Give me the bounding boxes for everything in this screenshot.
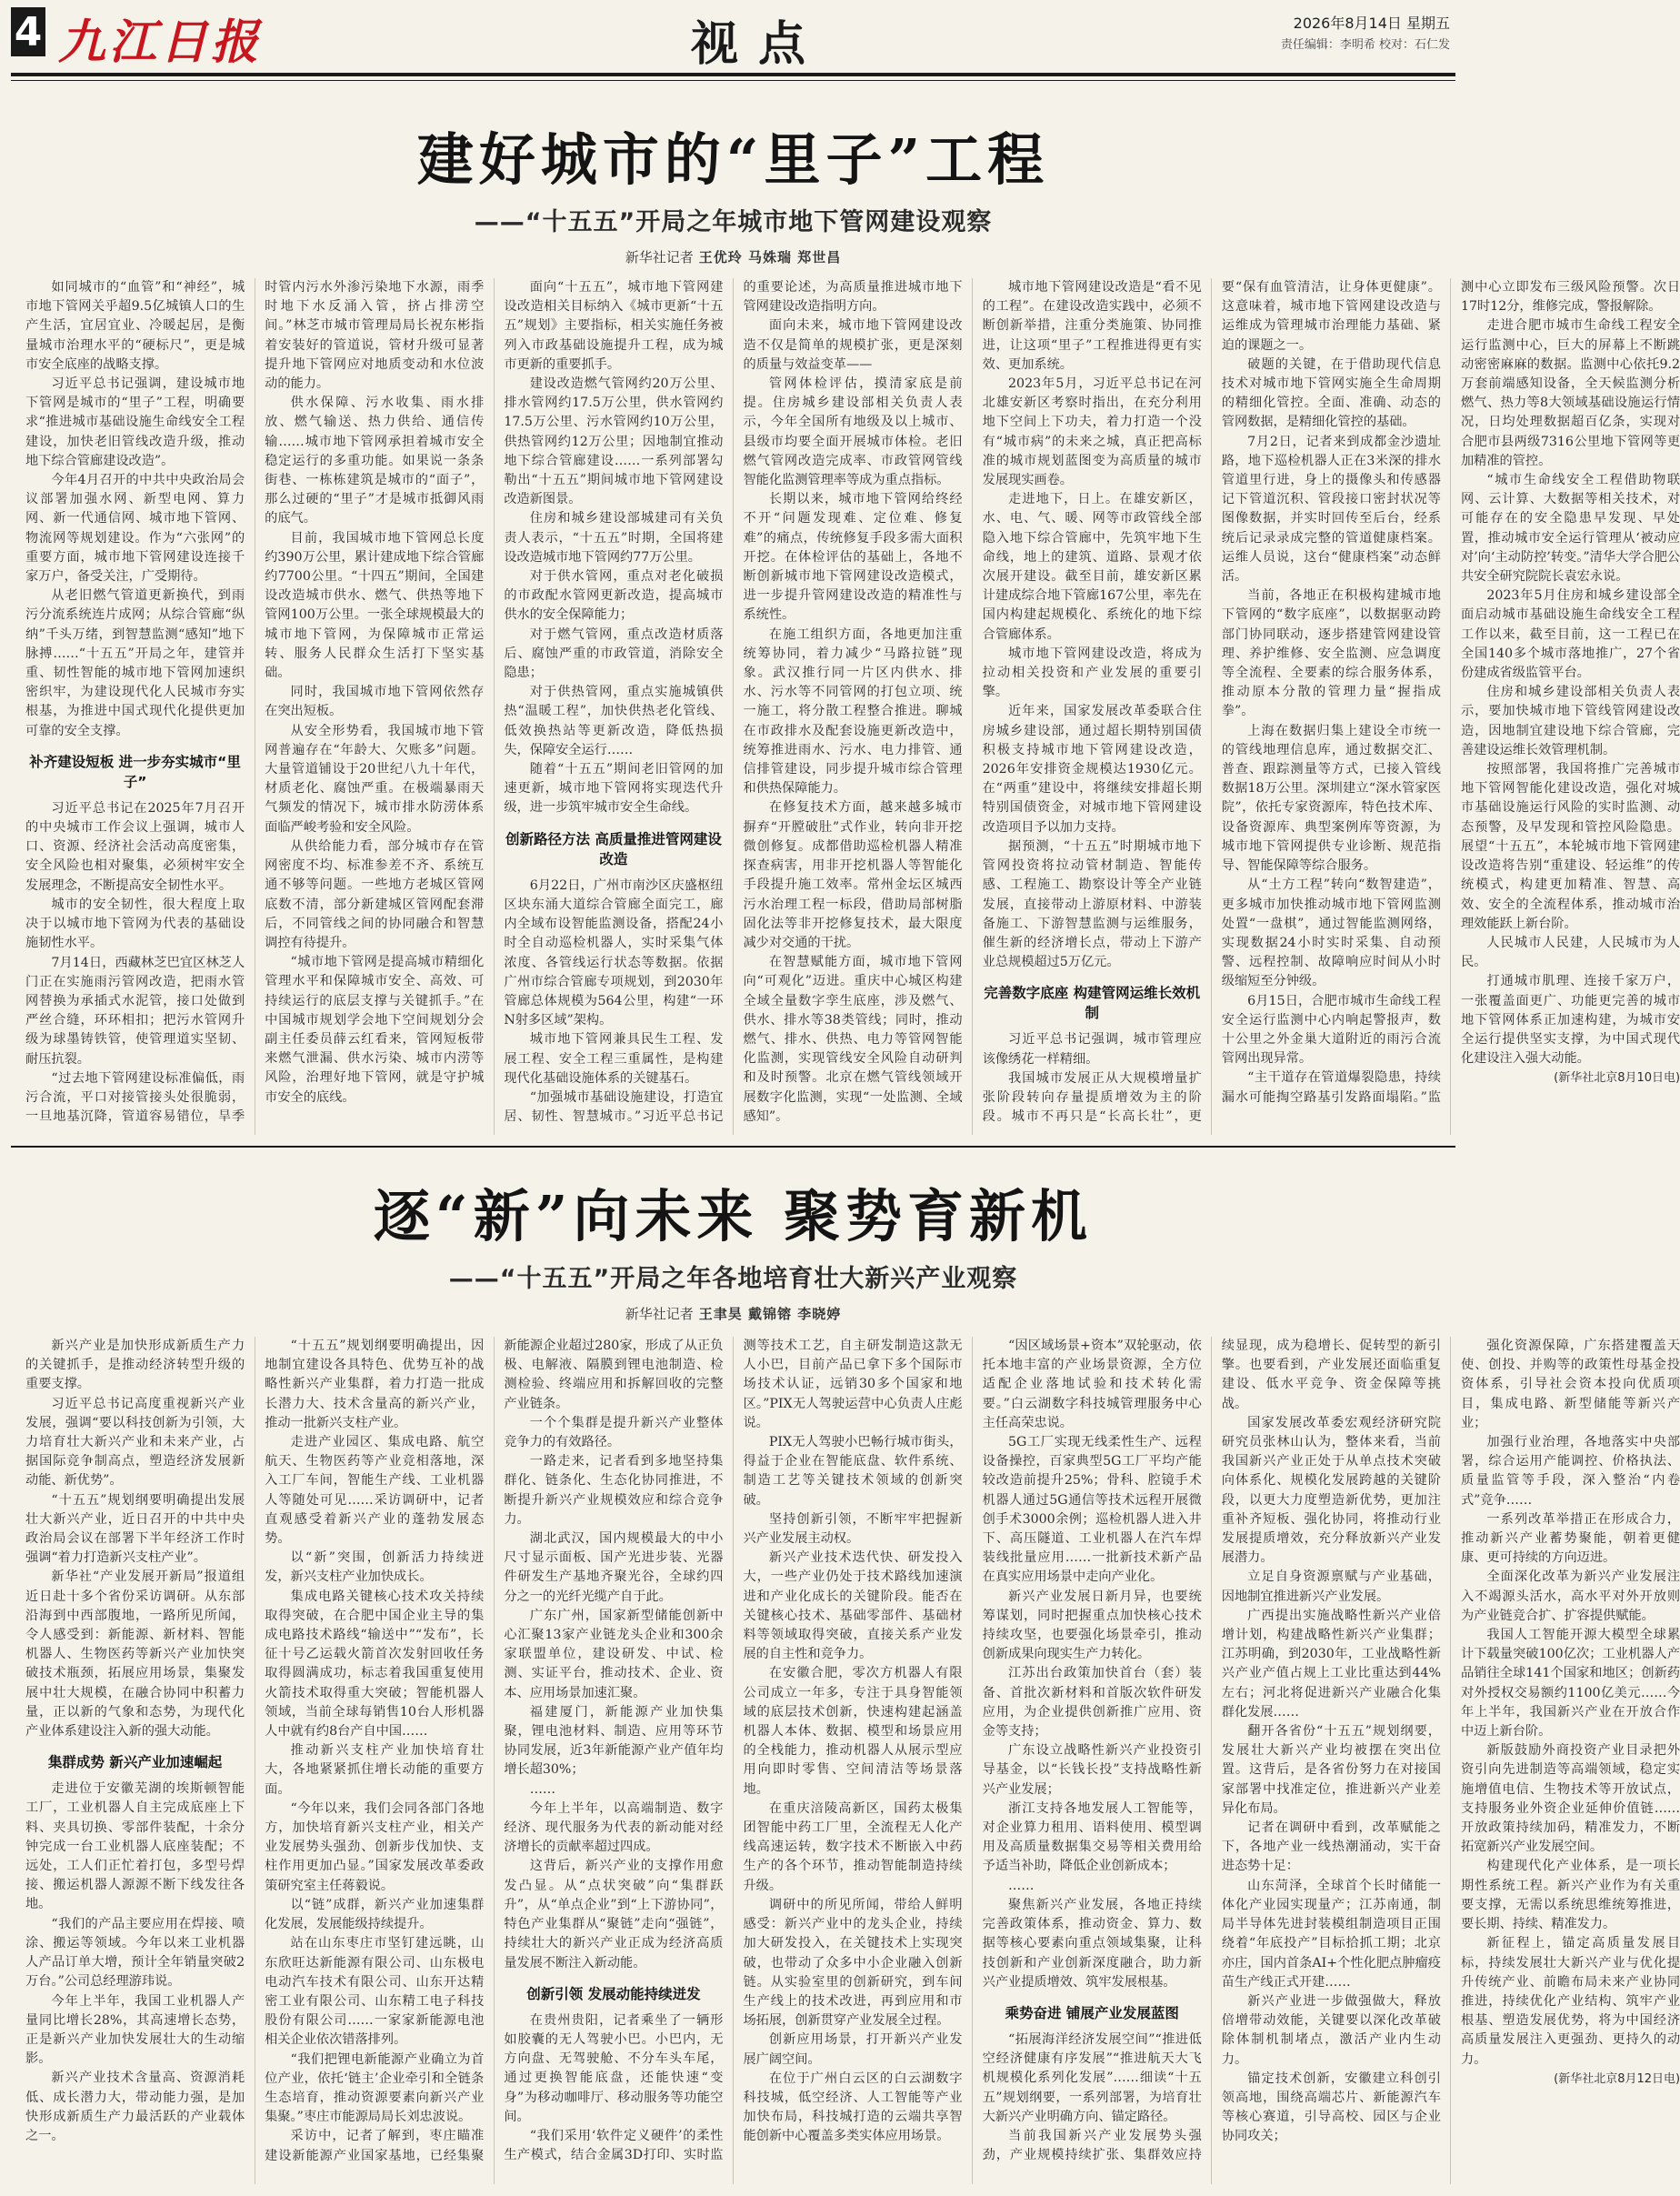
paragraph: 城市地下管网兼具民生工程、发展工程、安全工程三重属性，是构建现代化基础设施体系的关键基石。	[504, 1032, 724, 1086]
paragraph: 江苏出台政策加快首台（套）装备、首批次新材料和首版次软件研发应用，为企业提供创新推广应用、资金等支持；	[982, 1666, 1202, 1740]
paragraph: “加强城市基础设施建设，打造宜居、韧性、智慧城市。”习近平总书记的重要论述，为高质量推进城市地下管网建设改造指明方向。	[504, 280, 963, 1125]
paragraph: 在修复技术方面，越来越多城市摒弃“开膛破肚”式作业，转向非开挖微创修复。成都借助巡检机器人精准探查病害，用非开挖机器人等智能化手段提升施工效率。常州金坛区城西污水治理工程一标段，借助局部树脂固化法等非开挖修复技术，最大限度减少对交通的干扰。	[743, 800, 963, 950]
paragraph: 构建现代化产业体系，是一项长期性系统工程。新兴产业作为有关重要支撑，无需以系统思维统筹推进，要长期、持续、精准发力。	[1460, 1859, 1680, 1932]
paragraph: 习近平总书记强调，城市管理应该像绣花一样精细。	[982, 1032, 1202, 1067]
article1-body	[25, 278, 1680, 1135]
paragraph: “城市生命线安全工程借助物联网、云计算、大数据等相关技术，对可能存在的安全隐患早发现、早处置，推动城市安全运行管理从‘被动应对’向‘主动防控’转变。”清华大学合肥公共安全研究院院长袁宏永说。	[1460, 473, 1680, 585]
paragraph: 从安全形势看，我国城市地下管网普遍存在“年龄大、欠账多”问题。大量管道铺设于20世纪八九十年代，材质老化、腐蚀严重。在极端暴雨天气频发的情况下，城市排水防涝体系面临严峻考验和安全风险。	[265, 723, 485, 835]
paragraph: 新版鼓励外商投资产业目录把外资引向先进制造等高端领域，稳定实施增值电信、生物技术等开放试点，支持服务业外资企业延伸价值链……开放政策持续加码，精准发力，不断拓宽新兴产业发展空间。	[1460, 1743, 1680, 1855]
paragraph: 当前我国新兴产业发展势头强劲，产业规模持续扩张、集群效应持续显现，成为稳增长、促转型的新引擎。也要看到，产业发展还面临重复建设、低水平竞争、资金保障等挑战。	[982, 1339, 1441, 2163]
paragraph: 我国城市发展正从大规模增量扩张阶段转向存量提质增效为主的阶段。城市不再只是“长高长壮”，更要“保有血管清洁，让身体更健康”。这意味着，城市地下管网建设改造与运维成为管理城市治理能力基础、紧迫的课题之一。	[982, 280, 1441, 1125]
paragraph: 对于燃气管网，重点改造材质落后、腐蚀严重的市政管道，消除安全隐患；	[504, 627, 724, 681]
paragraph: 广西提出实施战略性新兴产业倍增计划，构建战略性新兴产业集群；江苏明确，到2030年，工业战略性新兴产业产值占规上工业比重达到44%左右；河北将促进新兴产业融合化集群化发展……	[1221, 1608, 1441, 1720]
paragraph: “我们的产品主要应用在焊接、喷涂、搬运等领域。今年以来工业机器人产品订单大增，预计全年销量突破2万台。”公司总经理游玮说。	[25, 1916, 245, 1990]
paragraph: 在智慧赋能方面，城市地下管网向“可观化”迈进。重庆中心城区构建全域全量数字孪生底座，涉及燃气、供水、排水等38类管线；同时，推动燃气、排水、供热、电力等管网智能化监测，实现管线安全风险自动研判和及时预警。北京在燃气管线领域开展数字化监测，实现“一处监测、全域感知”。	[743, 955, 963, 1124]
paragraph: “过去地下管网建设标准偏低，雨污合流，平口对接管接头处很脆弱，一旦地基沉降，管道容易错位，旱季时管内污水外渗污染地下水源，雨季时地下水反涌入管，挤占排涝空间。”林芝市城市管理局局长祝东彬指着安装好的管道说，管材升级可显著提升地下管网应对地质变动和水位波动的能力。	[25, 280, 485, 1125]
paragraph: 面向未来，城市地下管网建设改造不仅是简单的规模扩张，更是深刻的质量与效益变革——	[743, 318, 963, 372]
section-heading: 乘势奋进 铺展产业发展蓝图	[1005, 2004, 1179, 2021]
paragraph: 加强行业治理，各地落实中央部署，综合运用产能调控、价格执法、质量监管等手段，深入整治“内卷式”竞争……	[1460, 1435, 1680, 1508]
masthead-rule	[11, 73, 1455, 76]
paragraph: 新兴产业是加快形成新质生产力的关键抓手，是推动经济转型升级的重要支撑。	[25, 1339, 245, 1392]
paragraph: 人民城市人民建，人民城市为人民。	[1460, 935, 1680, 970]
paragraph: 走进合肥市城市生命线工程安全运行监测中心，巨大的屏幕上不断跳动密密麻麻的数据。监测中心依托9.2万套前端感知设备，全天候监测分析燃气、热力等8大领域基础设施运行情况，日均处理数据超百亿条，实现对合肥市县两级7316公里地下管网等更加精准的管控。	[1460, 318, 1680, 468]
paragraph: 上海在数据归集上建设全市统一的管线地理信息库，通过数据交汇、普查、跟踪测量等方式，已接入管线数据18万公里。深圳建立“深水管家医院”，依托专家资源库，特色技术库、设备资源库、典型案例库等资源，为城市地下管网提供专业诊断、规范指导、智能保障等综合服务。	[1221, 723, 1441, 874]
paragraph: 新兴产业进一步做强做大，释放倍增带动效能，关键要以深化改革破除体制机制堵点，激活产业内生动力。	[1221, 1993, 1441, 2067]
paragraph: PIX无人驾驶小巴畅行城市街头，得益于企业在智能底盘、软件系统、制造工艺等关键技术领域的创新突破。	[743, 1435, 963, 1508]
paragraph: 城市地下管网建设改造，将成为拉动相关投资和产业发展的重要引擎。	[982, 646, 1202, 700]
paragraph: 同时，我国城市地下管网依然存在突出短板。	[265, 685, 485, 719]
paragraph: 习近平总书记高度重视新兴产业发展，强调“要以科技创新为引领，大力培育壮大新兴产业和未来产业，占据国际竞争制高点，塑造经济发展新动能、新优势”。	[25, 1396, 245, 1489]
paragraph: 强化资源保障，广东搭建覆盖天使、创投、并购等的政策性母基金投资体系，引导社会资本投向优质项目，集成电路、新型储能等新兴产业；	[1460, 1339, 1680, 1430]
paragraph: 7月14日，西藏林芝巴宜区林芝人门正在实施雨污管网改造，把雨水管网替换为承插式水泥管，接口处做到严丝合缝，环环相扣；把污水管网升级为球墨铸铁管，使管理道实坚韧、耐压抗裂。	[25, 955, 245, 1067]
article2-byline	[0, 1304, 1466, 1323]
paragraph: 推动新兴支柱产业加快培育壮大，各地紧紧抓住增长动能的重要方面。	[265, 1743, 485, 1797]
paragraph: 采访中，记者了解到，枣庄瞄准建设新能源产业国家基地，已经集聚新能源企业超过280家，形成了从正负极、电解液、隔膜到锂电池制造、检测检验、终端应用和拆解回收的完整产业链条。	[265, 1339, 724, 2163]
article2-signoff: (新华社北京8月12日电)	[1554, 2071, 1680, 2086]
article1-subheadline: ——“十五五”开局之年城市地下管网建设观察	[474, 208, 993, 236]
paragraph: 习近平总书记强调，建设城市地下管网是城市的“里子”工程，明确要求“推进城市基础设施生命线安全工程建设，加快老旧管线改造升级，推动地下综合管廊建设改造”。	[25, 376, 245, 468]
paragraph: 浙江支持各地发展人工智能等，对企业算力租用、语料使用、模型调用及高质量数据集交易等相关费用给予适当补助，降低企业创新成本；	[982, 1800, 1202, 1874]
paragraph: ……	[1008, 1878, 1035, 1893]
paragraph: “我们采用‘软件定义硬件’的柔性生产模式，结合金属3D打印、实时监测等技术工艺，自主研发制造这款无人小巴，目前产品已拿下多个国际市场技术认证，远销30多个国家和地区。”PIX无人驾驶运营中心负责人庄彪说。	[504, 1339, 963, 2163]
paragraph: 福建厦门，新能源产业加快集聚，锂电池材料、制造、应用等环节协同发展，近3年新能源产业产值年均增长超30%；	[504, 1704, 724, 1778]
paragraph: 以“链”成群，新兴产业加速集群化发展，发展能级持续提升。	[265, 1897, 485, 1932]
paragraph: 广东广州，国家新型储能创新中心汇聚13家产业链龙头企业和300余家联盟单位，建设研发、中试、检测、实证平台，推动技术、企业、资本、应用场景加速汇聚。	[504, 1608, 724, 1700]
masthead	[0, 0, 1466, 100]
byline-authors: 王优玲 马姝瑞 郑世昌	[698, 249, 842, 266]
paragraph: 新华社“产业发展开新局”报道组近日赴十多个省份采访调研。从东部沿海到中西部腹地，一路所见所闻，令人感受到：新能源、新材料、智能机器人、生物医药等新兴产业加快突破技术瓶颈，拓展应用场景，集聚发展中壮大规模，在融合协同中积蓄力量，正以新的气象和态势，为现代化产业体系建设注入新的强大动能。	[25, 1569, 245, 1740]
paragraph: 按照部署，我国将推广完善城市地下管网智能化建设改造，强化对城市基础设施运行风险的实时监测、动态预警，及早发现和管控风险隐患。展望“十五五”，本轮城市地下管网建设改造将告别“重建设、轻运维”的传统模式，构建更加精准、智慧、高效、安全的全流程体系，推动城市治理效能跃上新台阶。	[1460, 762, 1680, 931]
paragraph: 站在山东枣庄市坚钉建远眺，山东欣旺达新能源有限公司、山东极电电动汽车技术有限公司、山东开达精密工业有限公司、山东精工电子科技股份有限公司……一家家新能源电池相关企业依次错落排列。	[265, 1936, 485, 2048]
article1-signoff: (新华社北京8月10日电)	[1554, 1071, 1680, 1086]
paragraph: 锚定技术创新，安徽建立科创引领高地，围绕高端芯片、新能源汽车等核心赛道，引导高校、园区与企业协同攻关；	[1221, 2071, 1441, 2144]
paragraph: “因区域场景+资本”双轮驱动，依托本地丰富的产业场景资源，全方位适配企业落地试验和技术转化需要。”白云湖数字科技城管理服务中心主任高荣忠说。	[982, 1339, 1202, 1430]
byline-authors: 王聿昊 戴锦镕 李晓婷	[698, 1306, 842, 1322]
paragraph: 走进产业园区、集成电路、航空航天、生物医药等产业竞相落地，深入工厂车间，智能生产线、工业机器人等随处可见……采访调研中，记者直观感受着新兴产业的蓬勃发展态势。	[265, 1435, 485, 1547]
paragraph: 湖北武汉，国内规模最大的中小尺寸显示面板、国产光进步装、光器件研发生产基地齐聚光谷，全球约四分之一的光纤光缆产自于此。	[504, 1531, 724, 1604]
page-number: 4	[11, 7, 45, 56]
paragraph: 一个个集群是提升新兴产业整体竞争力的有效路径。	[504, 1415, 724, 1450]
paragraph: 目前，我国城市地下管网总长度约390万公里，累计建成地下综合管廊约7700公里。“十四五”期间，全国建设改造城市供水、燃气、供热等地下管网100万公里。一张全球规模最大的城市地下管网，为保障城市正常运转、服务人民群众生活打下坚实基础。	[265, 530, 485, 681]
paragraph: 全面深化改革为新兴产业发展注入不竭源头活水，高水平对外开放则为产业链竞合扩、扩容提供赋能。	[1460, 1569, 1680, 1623]
section-title: 视点	[691, 16, 826, 72]
paragraph: 对于供水管网，重点对老化破损的市政配水管网更新改造，提高城市供水的安全保障能力；	[504, 569, 724, 623]
editor-credits: 责任编辑：李明希 校对：石仁发	[1280, 38, 1450, 52]
paragraph: “十五五”规划纲要明确提出，因地制宜建设各具特色、优势互补的战略性新兴产业集群，着力打造一批成长潜力大、技术含量高的新兴产业，推动一批新兴支柱产业。	[265, 1339, 485, 1430]
masthead-rule-thin	[11, 80, 1455, 81]
paragraph: “主干道存在管道爆裂隐患，持续漏水可能掏空路基引发路面塌陷。”监测中心立即发布三级风险预警。次日17时12分，维修完成，警报解除。	[1221, 280, 1680, 1105]
section-heading: 完善数字底座 构建管网运维长效机制	[984, 985, 1201, 1022]
paragraph: 新兴产业技术迭代快、研发投入大，一些产业仍处于技术路线加速演进和产业化成长的关键阶段。能否在关键核心技术、基础零部件、基础材料等领域取得突破，直接关系产业发展的自主性和竞争力。	[743, 1550, 963, 1662]
section-heading: 创新路径方法 高质量推进管网建设改造	[505, 830, 722, 867]
paragraph: 记者在调研中看到，改革赋能之下，各地产业一线热潮涌动，实干奋进态势十足：	[1221, 1820, 1441, 1874]
paragraph: 新兴产业发展日新月异，也要统筹谋划，同时把握重点加快核心技术持续攻坚，也要强化场景牵引，推动创新成果向现实生产力转化。	[982, 1589, 1202, 1662]
paragraph: ……	[529, 1781, 556, 1797]
paragraph: 长期以来，城市地下管网给终经不开“问题发现难、定位难、修复难”的痛点，传统修复手段多需大面积开挖。在体检评估的基础上，各地不断创新城市地下管网建设改造模式，进一步提升管网建设改造的精准性与系统性。	[743, 492, 963, 623]
section-heading: 补齐建设短板 进一步夯实城市“里子”	[29, 753, 241, 790]
paragraph: 破题的关键，在于借助现代信息技术对城市地下管网实施全生命周期的精细化管控。全面、准确、动态的管网数据，是精细化管控的基础。	[1221, 356, 1441, 430]
paragraph: 今年上半年，以高端制造、数字经济、现代服务为代表的新动能对经济增长的贡献率超过四成。	[504, 1800, 724, 1855]
paragraph: 2023年5月，习近平总书记在河北雄安新区考察时指出，在充分利用地下空间上下功夫，着力打造一个没有“城市病”的未来之城，真正把高标准的城市规划蓝图变为高质量的城市发展现实画卷。	[982, 376, 1202, 488]
paragraph: 城市的安全韧性，很大程度上取决于以城市地下管网为代表的基础设施韧性水平。	[25, 897, 245, 951]
paragraph: 国家发展改革委宏观经济研究院研究员张林山认为，整体来看，当前我国新兴产业正处于从单点技术突破向体系化、规模化发展跨越的关键阶段，以更大力度塑造新优势，更加注重补齐短板、强化协同，将推动行业发展提质增效，充分释放新兴产业发展潜力。	[1221, 1415, 1441, 1566]
paragraph: 住房和城乡建设部城建司有关负责人表示，“十五五”时期，全国将建设改造城市地下管网约77万公里。	[504, 511, 724, 565]
paragraph: 立足自身资源禀赋与产业基础，因地制宜推进新兴产业发展。	[1221, 1569, 1441, 1604]
paragraph: 从供给能力看，部分城市存在管网密度不均、标准参差不齐、系统互通不够等问题。一些地方老城区管网底数不清，部分新建城区管网配套滞后，不同管线之间的协同融合和智慧调控有待提升。	[265, 838, 485, 950]
paragraph: “城市地下管网是提高城市精细化管理水平和保障城市安全、高效、可持续运行的底层支撑与关键抓手。”在中国城市规划学会地下空间规划分会副主任委员薛云红看来，管网短板带来燃气泄漏、供水污染、城市内涝等风险，治理好地下管网，就是守护城市安全的底线。	[265, 955, 485, 1105]
paragraph: 对于供热管网，重点实施城镇供热“温暖工程”，加快供热老化管线、低效换热站等更新改造，降低热损失，保障安全运行……	[504, 685, 724, 757]
issue-date: 2026年8月14日 星期五	[1293, 15, 1450, 32]
paragraph: “今年以来，我们会同各部门各地方，加快培育新兴支柱产业，相关产业发展势头强劲、创新步伐加快、支柱作用更加凸显。”国家发展改革委政策研究室主任蒋毅说。	[265, 1800, 485, 1893]
article2-headline: 逐“新”向未来 聚势育新机	[374, 1183, 1093, 1249]
paragraph: 广东设立战略性新兴产业投资引导基金，以“长钱长投”支持战略性新兴产业发展；	[982, 1743, 1202, 1797]
paragraph: 这背后，新兴产业的支撑作用愈发凸显。从“点状突破”向“集群跃升”，从“单点企业”到“上下游协同”，特色产业集群从“聚链”走向“强链”，持续壮大的新兴产业正成为经济高质量发展不断注入新动能。	[504, 1859, 724, 1970]
paragraph: 今年4月召开的中共中央政治局会议部署加强水网、新型电网、算力网、新一代通信网、城市地下管网、物流网等规划建设。作为“六张网”的重要方面，城市地下管网建设连接千家万户，备受关注，广受期待。	[25, 473, 245, 585]
paragraph: 创新应用场景，打开新兴产业发展广阔空间。	[743, 2032, 963, 2067]
paragraph: 从老旧燃气管道更新换代，到雨污分流系统连片成网；从综合管廊“纵纳”千头万绪，到智慧监测“感知”地下脉搏……“十五五”开局之年，建管并重、韧性智能的城市地下管网加速织密织牢，为建设现代化人民城市夯实根基，为推进中国式现代化提供更加可靠的安全支撑。	[25, 588, 245, 738]
paragraph: 翻开各省份“十五五”规划纲要，发展壮大新兴产业均被摆在突出位置。这背后，是各省份努力在对接国家部署中找准定位，推进新兴产业差异化布局。	[1221, 1724, 1441, 1816]
paragraph: “十五五”规划纲要明确提出发展壮大新兴产业，近日召开的中共中央政治局会议在部署下半年经济工作时强调“着力打造新兴支柱产业”。	[25, 1492, 245, 1566]
paragraph: 建设改造燃气管网约20万公里、排水管网约17.5万公里，供水管网约17.5万公里、污水管网约10万公里，供热管网约12万公里；因地制宜推动地下综合管廊建设……一系列部署勾勒出“十五五”期间城市地下管网建设改造新图景。	[504, 376, 724, 507]
paragraph: 6月22日，广州市南沙区庆盛枢纽区块东涌大道综合管廊全面完工，廊内全域布设智能监测设备，搭配24小时全自动巡检机器人，实时采集气体浓度、各管线运行状态等数据。依据广州市综合管廊专项规划，到2030年管廊总体规模为564公里，构建“一环N射多区域”架构。	[504, 877, 724, 1028]
paragraph: “我们把锂电新能源产业确立为首位产业，依托‘链主’企业牵引和全链条生态培育，推动资源要素向新兴产业集聚。”枣庄市能源局局长刘忠波说。	[265, 2051, 485, 2125]
paragraph: 如同城市的“血管”和“神经”，城市地下管网关乎超9.5亿城镇人口的生产生活，宜居宜业、冷暖起居，是衡量城市治理水平的“硬标尺”，更是城市安全底座的战略支撑。	[25, 280, 245, 372]
paragraph: 坚持创新引领，不断牢牢把握新兴产业发展主动权。	[743, 1511, 963, 1547]
paragraph: 面向“十五五”，城市地下管网建设改造相关目标纳入《城市更新“十五五”规划》主要指标，相关实施任务被列入市政基础设施提升工程，成为城市更新的重要抓手。	[504, 280, 724, 372]
paragraph: 在贵州贵阳，记者乘坐了一辆形如胶囊的无人驾驶小巴。小巴内，无方向盘、无驾驶舱、不分车头车尾，通过更换智能底盘，还能快速“变身”为移动咖啡厅、移动服务等功能空间。	[504, 2012, 724, 2124]
paragraph: 据预测，“十五五”时期城市地下管网投资将拉动管材制造、智能传感、工程施工、勘察设计等全产业链发展，直接带动上游原材料、中游装备施工、下游智慧监测与运维服务，催生新的经济增长点，带动上下游产业总规模超过5万亿元。	[982, 838, 1202, 970]
paragraph: 城市地下管网建设改造是“看不见的工程”。在建设改造实践中，必须不断创新举措，注重分类施策、协同推进，让这项“里子”工程推进得更有实效、更加系统。	[982, 280, 1202, 372]
section-heading: 创新引领 发展动能持续迸发	[526, 1985, 701, 2002]
paragraph: 从“土方工程”转向“数智建造”，更多城市加快推动城市地下管网监测处置“一盘棋”，通过智能监测网络，实现数据24小时实时采集、自动预警、远程控制、故障响应时间从小时级缩短至分钟级。	[1221, 877, 1441, 989]
paragraph: 今年上半年，我国工业机器人产量同比增长28%，其高速增长态势，正是新兴产业加快发展壮大的生动缩影。	[25, 1993, 245, 2067]
paragraph: 以“新”突围，创新活力持续迸发，新兴支柱产业加快成长。	[265, 1550, 485, 1585]
paragraph: 2023年5月住房和城乡建设部全面启动城市基础设施生命线安全工程工作以来，截至目前，这一工程已在全国140多个城市落地推广，27个省份建成省级监管平台。	[1460, 588, 1680, 681]
section-heading: 集群成势 新兴产业加速崛起	[47, 1754, 223, 1771]
paragraph: 近年来，国家发展改革委联合住房城乡建设部，通过超长期特别国债积极支持城市地下管网建设改造，2026年安排资金规模达1930亿元。在“两重”建设中，将继续安排超长期特别国债资金，对城市地下管网建设改造项目予以加力支持。	[982, 704, 1202, 835]
paragraph: 我国人工智能开源大模型全球累计下载量突破100亿次；工业机器人产品销往全球141个国家和地区；创新药对外授权交易额约1100亿美元……今年上半年，我国新兴产业在开放合作中迈上新台阶。	[1460, 1628, 1680, 1740]
paragraph: 走进地下，日上。在雄安新区，水、电、气、暖、网等市政管线全部隐入地下综合管廊中，先筑牢地下生命线，地上的建筑、道路、景观才依次展开建设。截至目前，雄安新区累计建成综合地下管廊167公里，率先在国内构建起规模化、系统化的地下综合管廊体系。	[982, 492, 1202, 642]
paragraph: 调研中的所见所闻，带给人鲜明感受：新兴产业中的龙头企业，持续加大研发投入，在关键技术上实现突破，也带动了众多中小企业融入创新链。从实验室里的创新研究，到车间生产线上的技术改进，再到应用和市场拓展，创新贯穿产业发展全过程。	[743, 1897, 963, 2029]
paragraph: 7月2日，记者来到成都金沙遗址路，地下巡检机器人正在3米深的排水管道里行进，身上的摄像头和传感器记下管道沉积、管段接口密封状况等图像数据，并实时回传至后台，经系统后记录录成完整的管道健康档案。运维人员说，这台“健康档案”动态鲜活。	[1221, 434, 1441, 585]
paragraph: 一路走来，记者看到多地坚持集群化、链条化、生态化协同推进，不断提升新兴产业规模效应和综合竞争力。	[504, 1454, 724, 1527]
paragraph: 走进位于安徽芜湖的埃斯顿智能工厂，工业机器人自主完成底座上下料、夹具切换、零部件装配，十余分钟完成一台工业机器人底座装配；不远处，工人们正忙着打包，多型号焊接、搬运机器人源源不断下线发往各地。	[25, 1781, 245, 1912]
paragraph: 聚焦新兴产业发展，各地正持续完善政策体系，推动资金、算力、数据等核心要素向重点领域集聚，让科技创新和产业创新深度融合，助力新兴产业提质增效、筑牢发展根基。	[982, 1897, 1202, 1990]
paragraph: 当前，各地正在积极构建城市地下管网的“数字底座”，以数据驱动跨部门协同联动，逐步搭建管网建设管理、养护维修、安全监测、应急调度等全流程、全要素的综合服务体系，推动原本分散的管理力量“握指成拳”。	[1221, 588, 1441, 719]
paragraph: 供水保障、污水收集、雨水排放、燃气输送、热力供给、通信传输……城市地下管网承担着城市安全稳定运行的多重功能。如果说一条条街巷、一栋栋建筑是城市的“面子”，那么过硬的“里子”才是城市抵御风雨的底气。	[265, 396, 485, 526]
paragraph: 在位于广州白云区的白云湖数字科技城，低空经济、人工智能等产业加快布局，科技城打造的云端共享智能创新中心覆盖多类实体应用场景。	[743, 2071, 963, 2144]
article2-body	[25, 1337, 1680, 2184]
paragraph: 6月15日，合肥市城市生命线工程安全运行监测中心内响起警报声，数十公里之外金巢大道附近的雨污合流管网出现异常。	[1221, 993, 1441, 1067]
paragraph: 在安徽合肥，零次方机器人有限公司成立一年多，专注于具身智能领域的底层技术创新，快速构建起涵盖机器人本体、数据、模型和场景应用的全栈能力，推动机器人从展示型应用向即时零售、空间清洁等场景落地。	[743, 1666, 963, 1797]
paragraph: 在重庆涪陵高新区，国药太极集团智能中药工厂里，全流程无人化产线高速运转，数字技术不断嵌入中药生产的各个环节，推动智能制造持续升级。	[743, 1800, 963, 1893]
paragraph: 住房和城乡建设部相关负责人表示，要加快城市地下管线管网建设改造，因地制宜建设地下综合管廊，完善建设运维长效管理机制。	[1460, 685, 1680, 757]
paragraph: “拓展海洋经济发展空间”“推进低空经济健康有序发展”“推进航天大飞机规模化系列化发展”……细读“十五五”规划纲要，一系列部署，为培育壮大新兴产业明确方向、锚定路径。	[982, 2031, 1202, 2124]
article-divider	[11, 1146, 1455, 1148]
paragraph: 新征程上，锚定高质量发展目标，持续发展壮大新兴产业与优化提升传统产业、前瞻布局未来产业协同推进，持续优化产业结构、筑牢产业根基、塑造发展优势，将为中国经济高质量发展注入更强劲、更持久的动力。	[1460, 1936, 1680, 2067]
article1-byline	[0, 247, 1466, 266]
paragraph: 管网体检评估，摸清家底是前提。住房城乡建设部相关负责人表示，今年全国所有地级及以上城市、县级市均要全面开展城市体检。老旧燃气管网改造完成率、市政管网管线智能化监测管理率等成为重点指标。	[743, 376, 963, 488]
paragraph: 在施工组织方面，各地更加注重统筹协同，着力减少“马路拉链”现象。武汉推行同一片区内供水、排水、污水等不同管网的打包立项、统一施工，将分散工程整合推进。聊城在市政排水及配套设施更新改造中，统筹推进雨水、污水、电力排管、通信排管建设，同步提升城市综合管理和供热保障能力。	[743, 627, 963, 797]
paragraph: 一系列改革举措正在形成合力，推动新兴产业蓄势聚能，朝着更健康、更可持续的方向迈进。	[1460, 1511, 1680, 1566]
paragraph: 习近平总书记在2025年7月召开的中央城市工作会议上强调，城市人口、资源、经济社会活动高度密集，安全风险也相对聚集，必须树牢安全发展理念，不断提高安全韧性水平。	[25, 800, 245, 893]
paragraph: 集成电路关键核心技术攻关持续取得突破，在合肥中国企业主导的集成电路技术路线“输送中”“发布”，长征十号乙运载火箭首次发射回收任务取得圆满成功，标志着我国重复使用火箭技术取得重大突破；智能机器人领域，当前全球每销售10台人形机器人中就有约8台产自中国……	[265, 1589, 485, 1740]
article1-headline: 建好城市的“里子”工程	[416, 126, 1050, 193]
dateline	[1281, 13, 1450, 56]
newspaper-logo: 九江日报	[58, 15, 263, 70]
paragraph: 新兴产业技术含量高、资源消耗低、成长潜力大，带动能力强，是加快形成新质生产力最活跃的产业载体之一。	[25, 2071, 245, 2143]
paragraph: 山东菏泽，全球首个长时储能一体化产业园实现量产；江苏南通，制局半导体先进封装模组制造项目正围绕着“年底投产”目标拾抓工期；北京亦庄，国内首条AI+个性化肥点肿瘤疫苗生产线正式开建……	[1221, 1878, 1441, 1990]
article2-subheadline: ——“十五五”开局之年各地培育壮大新兴产业观察	[448, 1265, 1018, 1293]
byline-prefix: 新华社记者	[625, 1306, 694, 1322]
byline-prefix: 新华社记者	[625, 249, 694, 266]
paragraph: 5G工厂实现无线柔性生产、远程设备操控，百家典型5G工厂平均产能较改造前提升25%；骨科、腔镜手术机器人通过5G通信等技术远程开展微创手术3000余例；巡检机器人进入井下、高压隧道、工业机器人在汽车焊装线批量应用……一批新技术新产品在真实应用场景中走向产业化。	[982, 1435, 1202, 1585]
paragraph: 打通城市肌理、连接千家万户，一张覆盖面更广、功能更完善的城市地下管网体系正加速构建，为城市安全运行提供坚实支撑，为中国式现代化建设注入强大动能。	[1460, 974, 1680, 1067]
paragraph: 随着“十五五”期间老旧管网的加速更新，城市地下管网将实现迭代升级，进一步筑牢城市安全生命线。	[504, 762, 724, 816]
